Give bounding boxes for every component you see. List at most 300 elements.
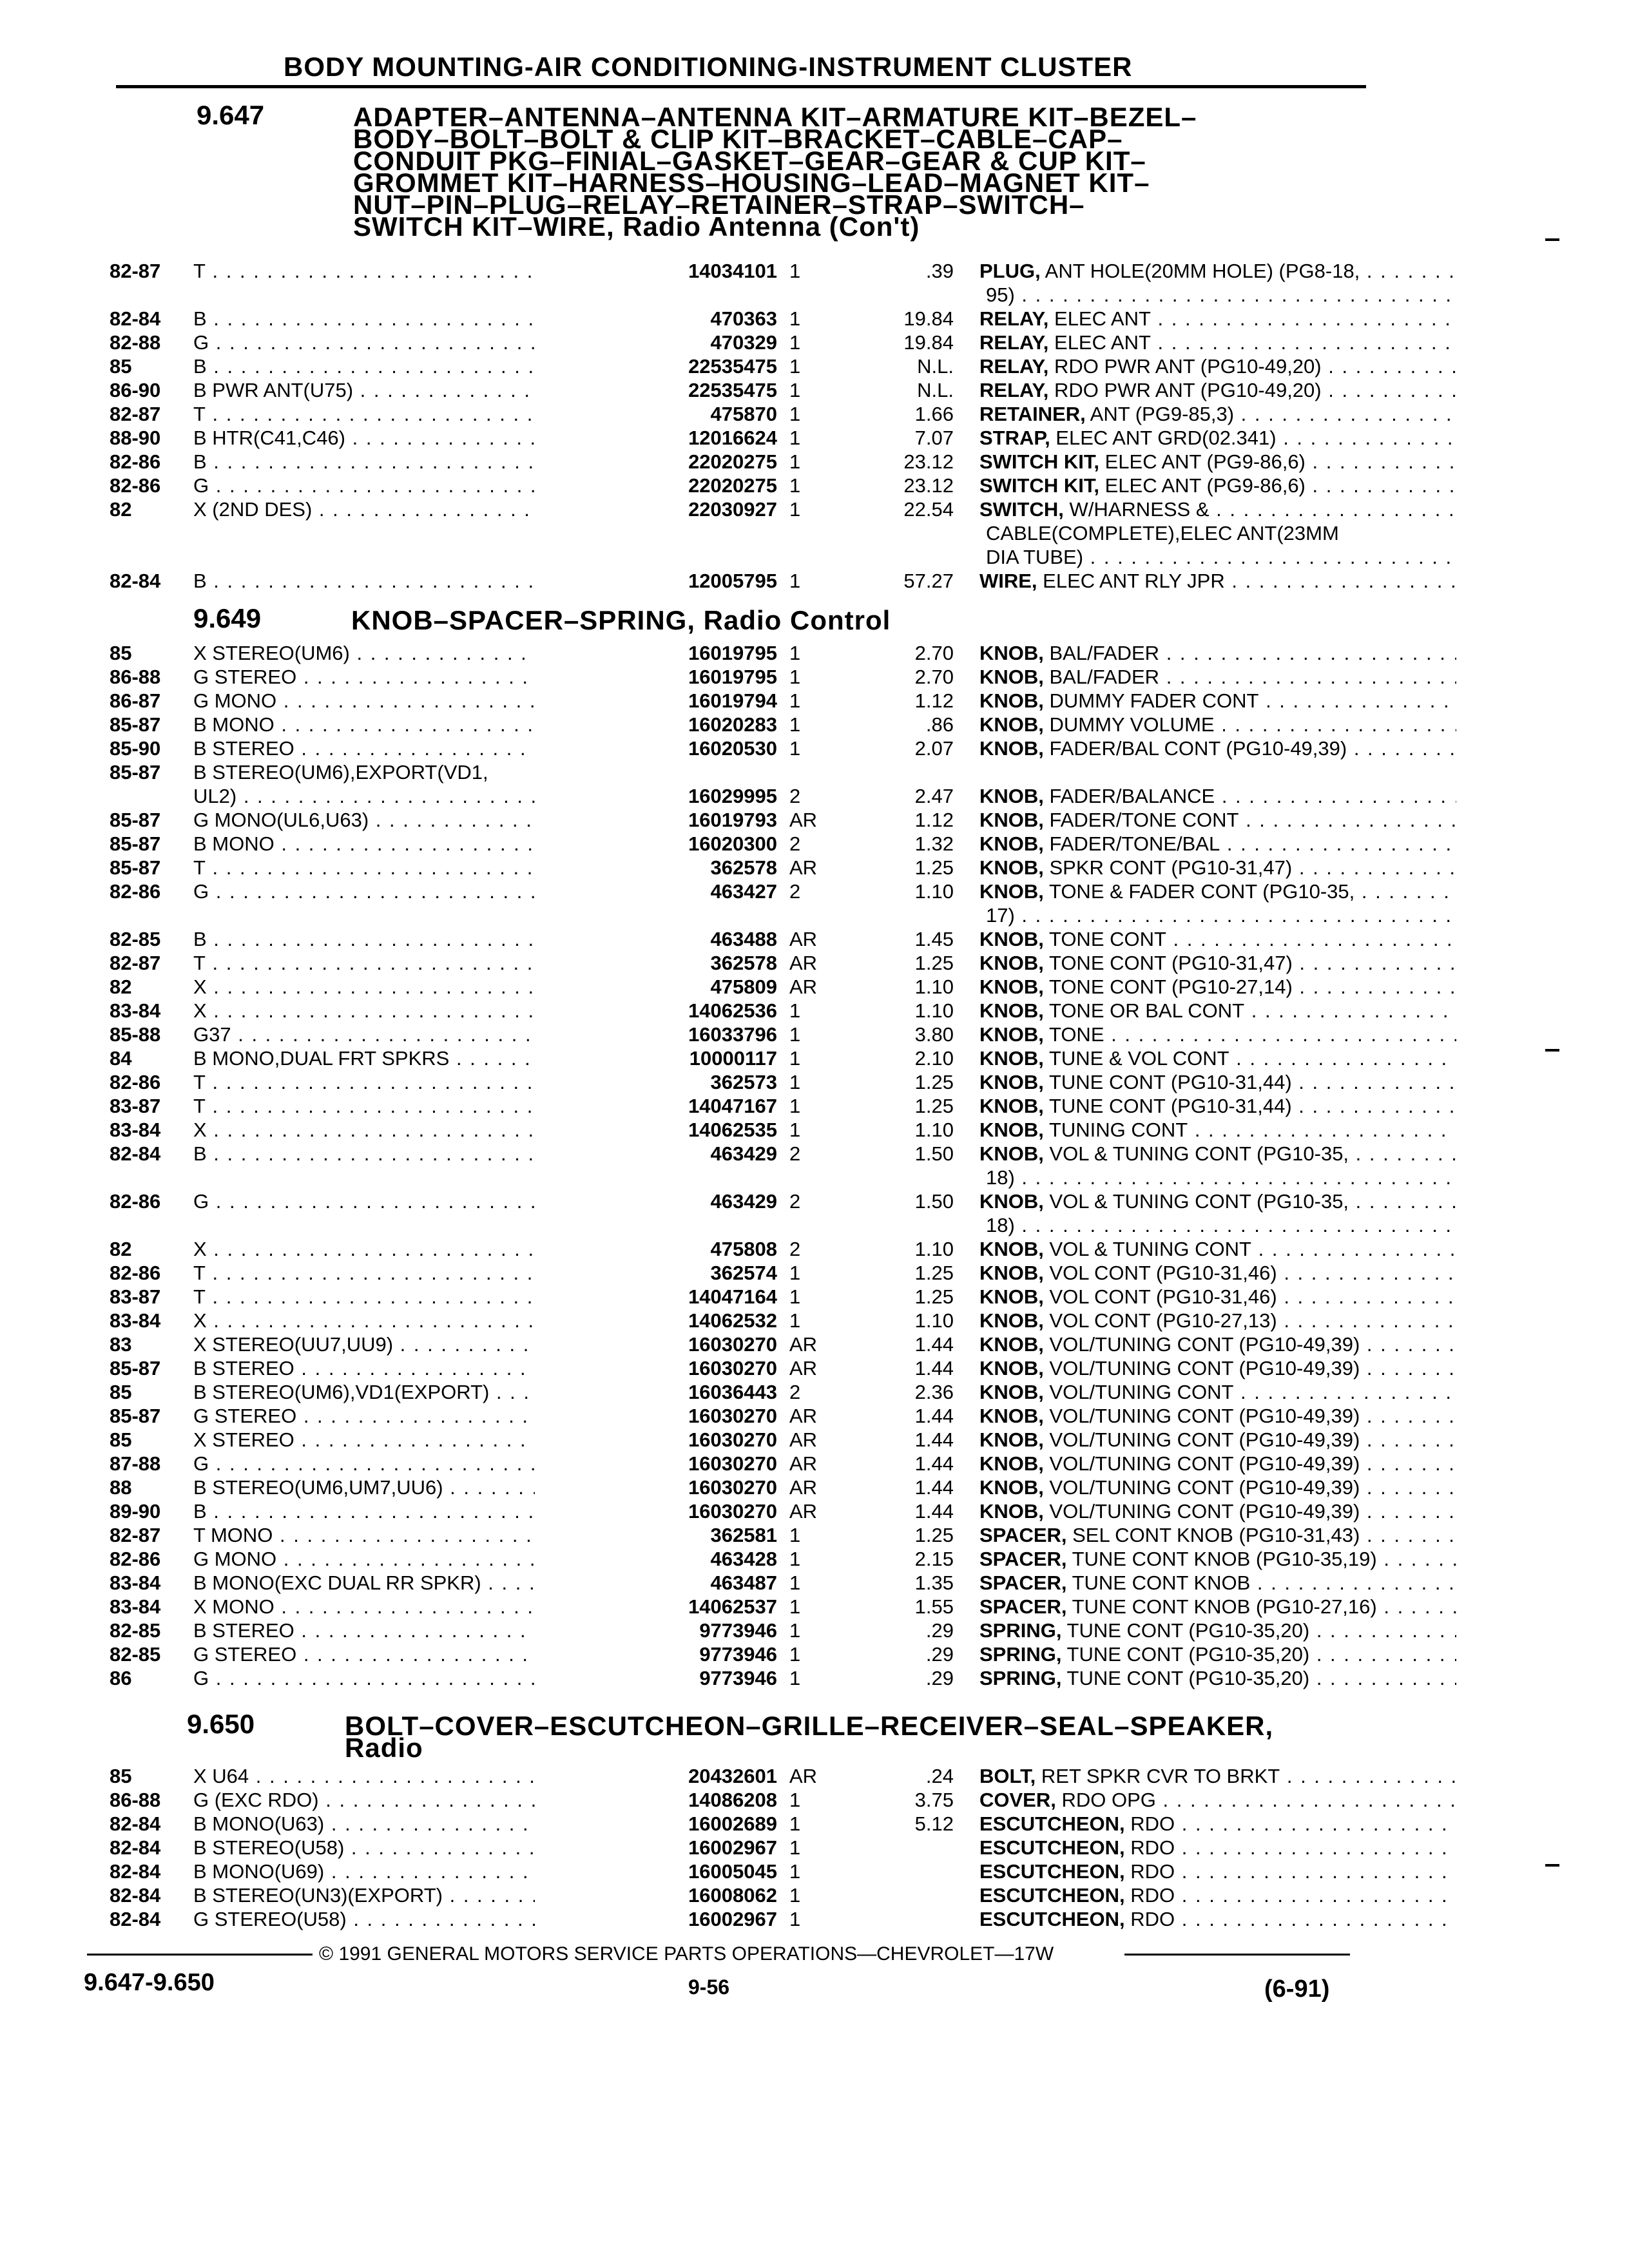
model-code: X STEREO . . . xyxy=(193,1428,644,1452)
quantity: AR xyxy=(789,809,818,831)
quantity: 2 xyxy=(789,785,801,807)
part-name: PLUG, xyxy=(979,260,1041,282)
part-number: 362581 xyxy=(535,1523,777,1547)
quantity: 2 xyxy=(789,1142,801,1165)
part-detail: RDO OPG xyxy=(1055,1789,1156,1811)
quantity: 1 xyxy=(789,1524,801,1546)
model-year: 83-84 xyxy=(110,1309,161,1332)
model-code: B . . . xyxy=(193,927,644,951)
part-number: 16020530 xyxy=(535,736,777,760)
part-number: 16030270 xyxy=(535,1356,777,1380)
part-name: KNOB, xyxy=(979,642,1044,664)
part-number: 14047164 xyxy=(535,1285,777,1309)
part-detail: ELEC ANT RLY JPR xyxy=(1037,570,1225,592)
model-year: 85-87 xyxy=(110,832,161,855)
model-year: 82-84 xyxy=(110,1908,161,1930)
part-description xyxy=(979,307,1456,331)
part-description xyxy=(979,569,1456,593)
section-title-line: GROMMET KIT–HARNESS–HOUSING–LEAD–MAGNET KIT– xyxy=(353,168,1150,198)
model-year: 82-84 xyxy=(110,1884,161,1907)
quantity: 1 xyxy=(789,427,801,449)
part-description xyxy=(979,999,1456,1023)
quantity: AR xyxy=(789,1765,818,1787)
part-name: KNOB, xyxy=(979,1381,1044,1403)
quantity: AR xyxy=(789,1452,818,1475)
model-year: 82-84 xyxy=(110,1142,161,1165)
part-number: 16019793 xyxy=(535,808,777,832)
part-detail: ELEC ANT xyxy=(1048,307,1151,330)
quantity: 1 xyxy=(789,1789,801,1811)
model-year: 85-87 xyxy=(110,761,161,783)
model-code: X . . . xyxy=(193,1118,644,1142)
model-year: 83-84 xyxy=(110,1571,161,1594)
part-name: KNOB, xyxy=(979,1428,1044,1451)
model-code: B STEREO . . . xyxy=(193,1619,644,1642)
price: 1.50 xyxy=(914,1142,954,1165)
model-year: 82-88 xyxy=(110,331,161,354)
part-name: KNOB, xyxy=(979,1238,1044,1260)
quantity: 1 xyxy=(789,1619,801,1642)
price: 7.07 xyxy=(914,427,954,449)
part-description xyxy=(979,1023,1456,1046)
price: 1.44 xyxy=(914,1333,954,1356)
model-code: B MONO . . . xyxy=(193,713,644,736)
model-code: X . . . xyxy=(193,1309,644,1332)
quantity: 1 xyxy=(789,642,801,664)
part-number: 9773946 xyxy=(535,1619,777,1642)
model-code: X . . . xyxy=(193,975,644,999)
part-name: KNOB, xyxy=(979,713,1044,736)
part-name: KNOB, xyxy=(979,832,1044,855)
quantity: 1 xyxy=(789,498,801,521)
part-detail: RDO xyxy=(1124,1860,1175,1883)
part-detail: SEL CONT KNOB (PG10-31,43) xyxy=(1066,1524,1360,1546)
model-code: X U64 . . . xyxy=(193,1764,644,1788)
model-year: 82-86 xyxy=(110,1262,161,1284)
top-rule xyxy=(116,85,1366,88)
part-description xyxy=(979,951,1456,975)
part-description xyxy=(979,713,1456,736)
part-detail: TUNE CONT (PG10-31,44) xyxy=(1043,1095,1292,1117)
model-code: G37 . . . xyxy=(193,1023,644,1046)
price: 22.54 xyxy=(903,498,954,521)
part-number: 463429 xyxy=(535,1142,777,1166)
model-code: B . . . xyxy=(193,1142,644,1166)
model-code: G . . . xyxy=(193,879,644,903)
footer-rule-left xyxy=(87,1954,313,1956)
model-code: B STEREO(U58) . . . xyxy=(193,1836,644,1860)
model-year: 85-90 xyxy=(110,737,161,760)
part-description xyxy=(979,402,1456,426)
price: .24 xyxy=(925,1765,954,1787)
model-year: 82 xyxy=(110,1238,132,1260)
price: 1.44 xyxy=(914,1428,954,1451)
part-name: ESCUTCHEON, xyxy=(979,1860,1125,1883)
part-number: 16008062 xyxy=(535,1883,777,1907)
part-number: 362573 xyxy=(535,1070,777,1094)
part-detail: BAL/FADER xyxy=(1043,642,1160,664)
section-number: 9.647 xyxy=(197,100,265,130)
price: 2.10 xyxy=(914,1047,954,1070)
price: N.L. xyxy=(917,379,954,401)
part-detail: TUNE CONT (PG10-35,20) xyxy=(1061,1643,1310,1666)
part-detail: VOL/TUNING CONT (PG10-49,39) xyxy=(1043,1500,1360,1523)
model-year: 82-86 xyxy=(110,474,161,497)
model-code: B STEREO . . . xyxy=(193,1356,644,1380)
part-number: 16019795 xyxy=(535,665,777,689)
model-year: 82-84 xyxy=(110,1836,161,1859)
part-number: 362578 xyxy=(535,856,777,879)
model-code: G MONO(UL6,U63) . . . xyxy=(193,808,644,832)
part-number: 9773946 xyxy=(535,1666,777,1690)
part-number: 16002689 xyxy=(535,1812,777,1836)
part-number: 16033796 xyxy=(535,1023,777,1046)
quantity: 1 xyxy=(789,1095,801,1117)
model-code: T . . . xyxy=(193,1094,644,1118)
quantity: 1 xyxy=(789,689,801,712)
part-name: KNOB, xyxy=(979,1500,1044,1523)
model-code: X . . . xyxy=(193,1237,644,1261)
part-number: 22020275 xyxy=(535,474,777,497)
part-description xyxy=(979,1907,1456,1931)
part-name: STRAP, xyxy=(979,427,1050,449)
quantity: 1 xyxy=(789,1047,801,1070)
part-name: SPACER, xyxy=(979,1524,1067,1546)
part-name: KNOB, xyxy=(979,856,1044,879)
part-name: KNOB, xyxy=(979,1405,1044,1427)
part-number: 470363 xyxy=(535,307,777,331)
quantity: AR xyxy=(789,1405,818,1427)
quantity: AR xyxy=(789,952,818,974)
part-name: SPACER, xyxy=(979,1548,1067,1570)
quantity: 2 xyxy=(789,1238,801,1260)
part-number: 470329 xyxy=(535,331,777,354)
part-name: SWITCH KIT, xyxy=(979,450,1099,473)
part-detail: W/HARNESS & xyxy=(1063,498,1210,521)
part-description xyxy=(979,975,1456,999)
section-title: KNOB–SPACER–SPRING, Radio Control xyxy=(351,605,891,635)
model-code: T . . . xyxy=(193,259,644,283)
quantity: 1 xyxy=(789,331,801,354)
quantity: 1 xyxy=(789,737,801,760)
price: .29 xyxy=(925,1643,954,1666)
model-year: 85-87 xyxy=(110,1357,161,1379)
part-description xyxy=(979,1642,1456,1666)
part-detail: FADER/BALANCE xyxy=(1043,785,1215,807)
quantity: 2 xyxy=(789,880,801,903)
part-number: 12005795 xyxy=(535,569,777,593)
quantity: 1 xyxy=(789,1667,801,1689)
quantity: AR xyxy=(789,928,818,950)
part-detail: VOL CONT (PG10-31,46) xyxy=(1043,1262,1277,1284)
part-name: SPRING, xyxy=(979,1667,1062,1689)
part-number: 16030270 xyxy=(535,1452,777,1475)
part-detail: RDO PWR ANT (PG10-49,20) xyxy=(1048,355,1322,378)
part-number: 16019795 xyxy=(535,641,777,665)
price: 1.44 xyxy=(914,1357,954,1379)
model-code: B . . . xyxy=(193,354,644,378)
quantity: 1 xyxy=(789,1643,801,1666)
price: 1.25 xyxy=(914,1262,954,1284)
part-name: KNOB, xyxy=(979,666,1044,688)
part-number: 14047167 xyxy=(535,1094,777,1118)
part-description xyxy=(979,1142,1456,1166)
part-description xyxy=(979,1883,1456,1907)
model-year: 85 xyxy=(110,1765,132,1787)
quantity: AR xyxy=(789,856,818,879)
price: 2.07 xyxy=(914,737,954,760)
quantity: 2 xyxy=(789,832,801,855)
part-description xyxy=(979,1261,1456,1285)
part-description xyxy=(979,259,1456,283)
model-code: G . . . xyxy=(193,331,644,354)
model-year: 82-84 xyxy=(110,1812,161,1835)
part-detail: ELEC ANT GRD(02.341) xyxy=(1050,427,1277,449)
part-number: 14062532 xyxy=(535,1309,777,1332)
model-year: 82-84 xyxy=(110,570,161,592)
price: 1.66 xyxy=(914,403,954,425)
price: 1.45 xyxy=(914,928,954,950)
part-number: 22020275 xyxy=(535,450,777,474)
part-number: 362574 xyxy=(535,1261,777,1285)
part-description xyxy=(979,665,1456,689)
model-code: G STEREO . . . xyxy=(193,665,644,689)
part-number: 16030270 xyxy=(535,1499,777,1523)
part-description xyxy=(979,354,1456,378)
model-code: B STEREO(UN3)(EXPORT) . . . xyxy=(193,1883,644,1907)
model-code: T . . . xyxy=(193,1261,644,1285)
model-year: 85-87 xyxy=(110,809,161,831)
model-code: B MONO(EXC DUAL RR SPKR) . . . xyxy=(193,1571,644,1595)
model-year: 85 xyxy=(110,1428,132,1451)
quantity: AR xyxy=(789,1476,818,1499)
part-name: WIRE, xyxy=(979,570,1037,592)
model-code: B MONO(U63) . . . xyxy=(193,1812,644,1836)
price: 1.10 xyxy=(914,999,954,1022)
part-description xyxy=(979,1836,1456,1860)
quantity: AR xyxy=(789,1428,818,1451)
continuation-text: 17) . . . xyxy=(986,903,1456,927)
part-name: ESCUTCHEON, xyxy=(979,1908,1125,1930)
quantity: 1 xyxy=(789,1262,801,1284)
section-title-line: BODY–BOLT–BOLT & CLIP KIT–BRACKET–CABLE–CAP– xyxy=(353,124,1123,154)
footer-page-number: 9-56 xyxy=(688,1975,730,1999)
model-year: 88 xyxy=(110,1476,132,1499)
model-year: 87-88 xyxy=(110,1452,161,1475)
price: 1.10 xyxy=(914,1238,954,1260)
model-year: 85 xyxy=(110,642,132,664)
part-detail: TONE CONT (PG10-31,47) xyxy=(1043,952,1293,974)
model-code: B STEREO . . . xyxy=(193,736,644,760)
part-name: KNOB, xyxy=(979,1285,1044,1308)
part-number: 14062536 xyxy=(535,999,777,1023)
section-title xyxy=(345,1711,1274,1763)
section-title-line: CONDUIT PKG–FINIAL–GASKET–GEAR–GEAR & CUP KIT– xyxy=(353,146,1146,176)
part-description xyxy=(979,1237,1456,1261)
model-code: G STEREO(U58) . . . xyxy=(193,1907,644,1931)
part-name: KNOB, xyxy=(979,1357,1044,1379)
footer-rule-right xyxy=(1124,1954,1350,1956)
part-description xyxy=(979,1666,1456,1690)
part-description xyxy=(979,1860,1456,1883)
price: 3.80 xyxy=(914,1023,954,1046)
part-name: KNOB, xyxy=(979,1452,1044,1475)
price: .29 xyxy=(925,1619,954,1642)
model-year: 82-84 xyxy=(110,307,161,330)
part-number: 14086208 xyxy=(535,1788,777,1812)
part-detail: TUNE CONT KNOB (PG10-35,19) xyxy=(1066,1548,1377,1570)
part-name: KNOB, xyxy=(979,1023,1044,1046)
model-year: 82-86 xyxy=(110,1190,161,1213)
model-year: 86-88 xyxy=(110,1789,161,1811)
section-title-line: BOLT–COVER–ESCUTCHEON–GRILLE–RECEIVER–SEAL–SPEAKER, xyxy=(345,1711,1274,1741)
part-detail: TUNE CONT KNOB xyxy=(1066,1571,1251,1594)
part-detail: VOL CONT (PG10-31,46) xyxy=(1043,1285,1277,1308)
model-code: G STEREO . . . xyxy=(193,1404,644,1428)
model-code: G . . . xyxy=(193,1452,644,1475)
model-year: 84 xyxy=(110,1047,132,1070)
model-code: G MONO . . . xyxy=(193,689,644,713)
price: 1.44 xyxy=(914,1452,954,1475)
model-year: 89-90 xyxy=(110,1500,161,1523)
price: 1.10 xyxy=(914,880,954,903)
part-number: 463428 xyxy=(535,1547,777,1571)
part-name: KNOB, xyxy=(979,880,1044,903)
section-title xyxy=(353,102,1197,242)
part-detail: RDO xyxy=(1124,1812,1175,1835)
part-description xyxy=(979,1118,1456,1142)
part-name: KNOB, xyxy=(979,809,1044,831)
model-year: 82-86 xyxy=(110,450,161,473)
quantity: 1 xyxy=(789,666,801,688)
model-code: UL2) . . . xyxy=(193,784,644,808)
price: 1.25 xyxy=(914,952,954,974)
part-description xyxy=(979,378,1456,402)
part-number: 22535475 xyxy=(535,378,777,402)
part-detail: TONE CONT xyxy=(1043,928,1166,950)
continuation-text: 95) . . . xyxy=(986,283,1456,307)
part-number: 463488 xyxy=(535,927,777,951)
price: 2.70 xyxy=(914,642,954,664)
part-number: 10000117 xyxy=(535,1046,777,1070)
part-detail: ELEC ANT (PG9-86,6) xyxy=(1099,450,1306,473)
model-year: 82-85 xyxy=(110,1643,161,1666)
price: 2.15 xyxy=(914,1548,954,1570)
model-year: 82-87 xyxy=(110,1524,161,1546)
model-year: 85-87 xyxy=(110,713,161,736)
part-number: 16002967 xyxy=(535,1836,777,1860)
price: 1.44 xyxy=(914,1405,954,1427)
part-number: 463429 xyxy=(535,1189,777,1213)
model-year: 83-84 xyxy=(110,1595,161,1618)
part-detail: TONE & FADER CONT (PG10-35, xyxy=(1043,880,1355,903)
part-detail: RDO xyxy=(1124,1836,1175,1859)
model-code: B . . . xyxy=(193,1499,644,1523)
part-number: 9773946 xyxy=(535,1642,777,1666)
model-code: X MONO . . . xyxy=(193,1595,644,1619)
margin-mark xyxy=(1545,1049,1559,1052)
margin-mark xyxy=(1545,1864,1559,1867)
part-number: 14034101 xyxy=(535,259,777,283)
quantity: 1 xyxy=(789,1860,801,1883)
quantity: 2 xyxy=(789,1190,801,1213)
price: .86 xyxy=(925,713,954,736)
part-description xyxy=(979,689,1456,713)
continuation-text: 18) . . . xyxy=(986,1213,1456,1237)
part-description xyxy=(979,331,1456,354)
quantity: 1 xyxy=(789,1071,801,1093)
model-year: 82-84 xyxy=(110,1860,161,1883)
model-code: B MONO,DUAL FRT SPKRS . . . xyxy=(193,1046,644,1070)
quantity: 1 xyxy=(789,355,801,378)
part-description xyxy=(979,1571,1456,1595)
part-name: RELAY, xyxy=(979,355,1049,378)
part-name: KNOB, xyxy=(979,1262,1044,1284)
model-code: T . . . xyxy=(193,1285,644,1309)
part-description xyxy=(979,927,1456,951)
part-description xyxy=(979,832,1456,856)
model-year: 82-87 xyxy=(110,952,161,974)
price: 1.50 xyxy=(914,1190,954,1213)
continuation-text: 18) . . . xyxy=(986,1166,1456,1189)
price: 2.47 xyxy=(914,785,954,807)
quantity: 1 xyxy=(789,1571,801,1594)
part-number: 14062537 xyxy=(535,1595,777,1619)
part-detail: VOL/TUNING CONT (PG10-49,39) xyxy=(1043,1476,1360,1499)
part-detail: BAL/FADER xyxy=(1043,666,1160,688)
part-description xyxy=(979,1619,1456,1642)
model-code: B STEREO(UM6),VD1(EXPORT) . . . xyxy=(193,1380,644,1404)
quantity: 1 xyxy=(789,1023,801,1046)
part-number: 16020300 xyxy=(535,832,777,856)
part-description xyxy=(979,450,1456,474)
model-year: 82-86 xyxy=(110,880,161,903)
part-description xyxy=(979,1499,1456,1523)
section-title-line: NUT–PIN–PLUG–RELAY–RETAINER–STRAP–SWITCH– xyxy=(353,189,1085,220)
part-detail: ELEC ANT xyxy=(1048,331,1151,354)
quantity: AR xyxy=(789,1357,818,1379)
part-name: COVER, xyxy=(979,1789,1056,1811)
quantity: 1 xyxy=(789,1812,801,1835)
part-description xyxy=(979,1356,1456,1380)
model-year: 83 xyxy=(110,1333,132,1356)
part-description xyxy=(979,1475,1456,1499)
part-detail: VOL/TUNING CONT (PG10-49,39) xyxy=(1043,1333,1360,1356)
part-description xyxy=(979,497,1456,521)
continuation-text: DIA TUBE) . . . xyxy=(986,545,1456,569)
price: 1.10 xyxy=(914,1119,954,1141)
quantity: 1 xyxy=(789,713,801,736)
footer-revision: (6-91) xyxy=(1264,1975,1330,2003)
part-description xyxy=(979,784,1456,808)
model-year: 82-85 xyxy=(110,1619,161,1642)
section-title-line: Radio xyxy=(345,1733,423,1763)
part-detail: FADER/TONE/BAL xyxy=(1043,832,1220,855)
part-detail: RDO xyxy=(1124,1908,1175,1930)
part-detail: RDO xyxy=(1124,1884,1175,1907)
model-code: T . . . xyxy=(193,1070,644,1094)
model-year: 82 xyxy=(110,975,132,998)
quantity: 1 xyxy=(789,1908,801,1930)
quantity: 1 xyxy=(789,1884,801,1907)
part-name: KNOB, xyxy=(979,689,1044,712)
model-year: 82 xyxy=(110,498,132,521)
model-code: G . . . xyxy=(193,474,644,497)
part-name: KNOB, xyxy=(979,737,1044,760)
part-description xyxy=(979,879,1456,903)
part-description xyxy=(979,1404,1456,1428)
model-code: T MONO . . . xyxy=(193,1523,644,1547)
